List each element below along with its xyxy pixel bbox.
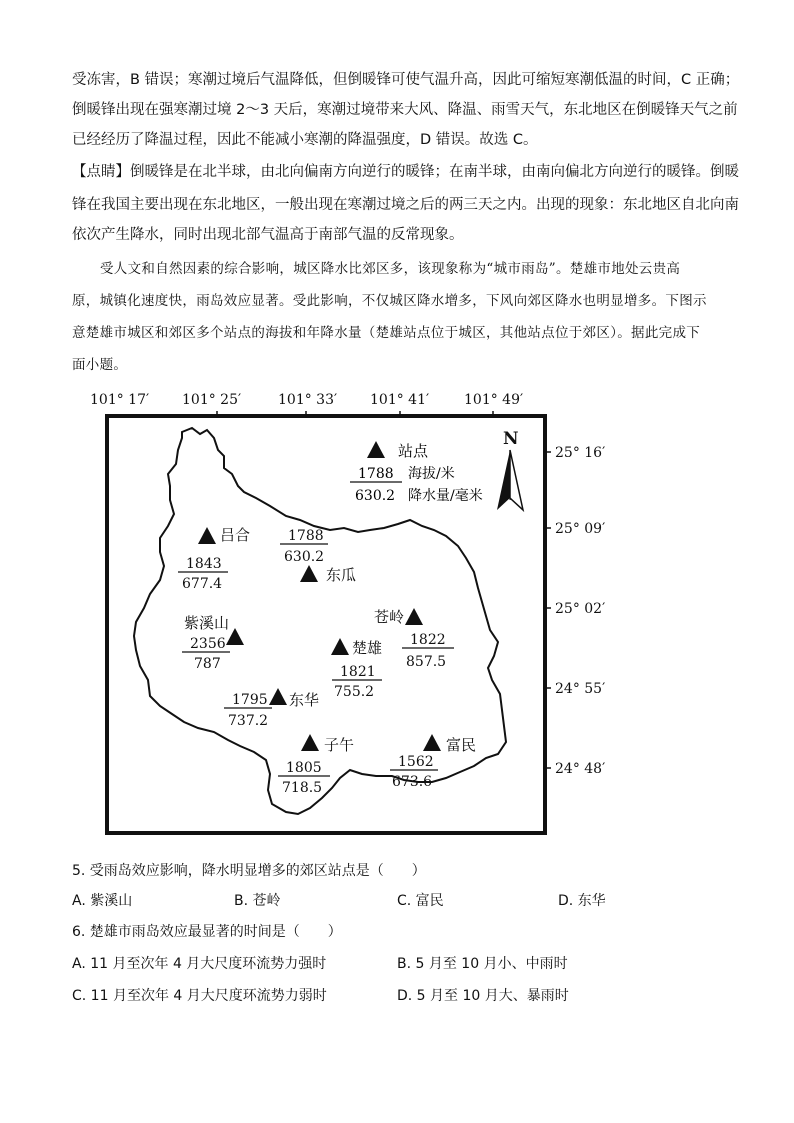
lon-label-1: 101° 17′ bbox=[90, 392, 150, 408]
legend-elev-label: 海拔/米 bbox=[408, 466, 455, 482]
station-rain: 755.2 bbox=[334, 684, 375, 700]
station-name: 东瓜 bbox=[326, 566, 357, 584]
legend-rain-label: 降水量/毫米 bbox=[408, 488, 483, 504]
lon-label-2: 101° 25′ bbox=[182, 392, 242, 408]
station-elev: 1788 bbox=[288, 528, 324, 544]
station-rain: 787 bbox=[194, 656, 221, 672]
answer-line-3: 已经经历了降温过程，因此不能减小寒潮的降温强度，D 错误。故选 C。 bbox=[72, 132, 538, 148]
station-elev: 1805 bbox=[286, 760, 322, 776]
station-rain: 857.5 bbox=[406, 654, 447, 670]
material-line-4: 面小题。 bbox=[72, 357, 128, 373]
station-elev: 1822 bbox=[410, 632, 446, 648]
station-name: 富民 bbox=[446, 736, 477, 754]
lat-label-4: 24° 55′ bbox=[555, 681, 606, 697]
station-name: 楚雄 bbox=[352, 639, 383, 657]
station-elev: 1821 bbox=[340, 664, 376, 680]
answer-line-1: 受冻害，B 错误；寒潮过境后气温降低，但倒暖锋可使气温升高，因此可缩短寒潮低温的时间，C 正确； bbox=[72, 72, 740, 88]
station-rain: 673.6 bbox=[392, 774, 433, 790]
lat-label-1: 25° 16′ bbox=[555, 445, 606, 461]
station-rain: 630.2 bbox=[284, 549, 325, 565]
q6-option-d[interactable]: D. 5 月至 10 月大、暴雨时 bbox=[397, 988, 569, 1004]
material-line-1: 受人文和自然因素的综合影响，城区降水比郊区多，该现象称为“城市雨岛”。楚雄市地处云贵高 bbox=[100, 261, 681, 277]
station-elev: 1843 bbox=[186, 556, 222, 572]
station-name: 吕合 bbox=[220, 526, 251, 544]
station-rain: 737.2 bbox=[228, 713, 269, 729]
lat-label-5: 24° 48′ bbox=[555, 761, 606, 777]
q5-option-a[interactable]: A. 紫溪山 bbox=[72, 893, 133, 909]
q5-option-d[interactable]: D. 东华 bbox=[558, 893, 606, 909]
q6-option-b[interactable]: B. 5 月至 10 月小、中雨时 bbox=[397, 956, 568, 972]
lon-label-4: 101° 41′ bbox=[370, 392, 430, 408]
chuxiong-station-map bbox=[0, 380, 794, 840]
tip-label: 【点睛】 bbox=[72, 164, 130, 180]
map-frame bbox=[107, 416, 545, 833]
q5-option-c[interactable]: C. 富民 bbox=[397, 893, 444, 909]
lat-label-3: 25° 02′ bbox=[555, 601, 606, 617]
station-elev: 1562 bbox=[398, 754, 434, 770]
station-name: 子午 bbox=[324, 736, 355, 754]
station-rain: 718.5 bbox=[282, 780, 323, 796]
north-label: N bbox=[503, 429, 519, 449]
legend-title: 站点 bbox=[398, 442, 429, 460]
q6-option-c[interactable]: C. 11 月至次年 4 月大尺度环流势力弱时 bbox=[72, 988, 327, 1004]
question-6-stem: 6. 楚雄市雨岛效应最显著的时间是（ ） bbox=[72, 924, 342, 940]
station-elev: 2356 bbox=[190, 636, 226, 652]
answer-line-2: 倒暖锋出现在强寒潮过境 2～3 天后，寒潮过境带来大风、降温、雨雪天气，东北地区在倒暖锋天气之前 bbox=[72, 102, 738, 118]
tip-line-2: 锋在我国主要出现在东北地区，一般出现在寒潮过境之后的两三天之内。出现的现象：东北地区自北向南 bbox=[72, 197, 739, 213]
material-line-3: 意楚雄市城区和郊区多个站点的海拔和年降水量（楚雄站点位于城区，其他站点位于郊区）。据此完成下 bbox=[72, 325, 701, 341]
tip-line-1 bbox=[72, 160, 739, 181]
station-rain: 677.4 bbox=[182, 576, 223, 592]
q6-option-a[interactable]: A. 11 月至次年 4 月大尺度环流势力强时 bbox=[72, 956, 327, 972]
material-line-2: 原，城镇化速度快，雨岛效应显著。受此影响，不仅城区降水增多，下风向郊区降水也明显增多。下图示 bbox=[72, 293, 707, 309]
question-5-stem: 5. 受雨岛效应影响，降水明显增多的郊区站点是（ ） bbox=[72, 863, 426, 879]
station-name: 苍岭 bbox=[374, 608, 405, 626]
legend-rain: 630.2 bbox=[355, 488, 396, 504]
q5-option-b[interactable]: B. 苍岭 bbox=[234, 893, 281, 909]
lat-label-2: 25° 09′ bbox=[555, 521, 606, 537]
lon-label-3: 101° 33′ bbox=[278, 392, 338, 408]
station-name: 东华 bbox=[289, 691, 320, 709]
lon-label-5: 101° 49′ bbox=[464, 392, 524, 408]
tip-line-3: 依次产生降水，同时出现北部气温高于南部气温的反常现象。 bbox=[72, 227, 464, 243]
tip-text: 倒暖锋是在北半球，由北向偏南方向逆行的暖锋；在南半球，由南向偏北方向逆行的暖锋。倒暖 bbox=[130, 164, 739, 180]
station-name: 紫溪山 bbox=[184, 614, 230, 632]
legend-elev: 1788 bbox=[358, 466, 394, 482]
station-elev: 1795 bbox=[232, 692, 268, 708]
